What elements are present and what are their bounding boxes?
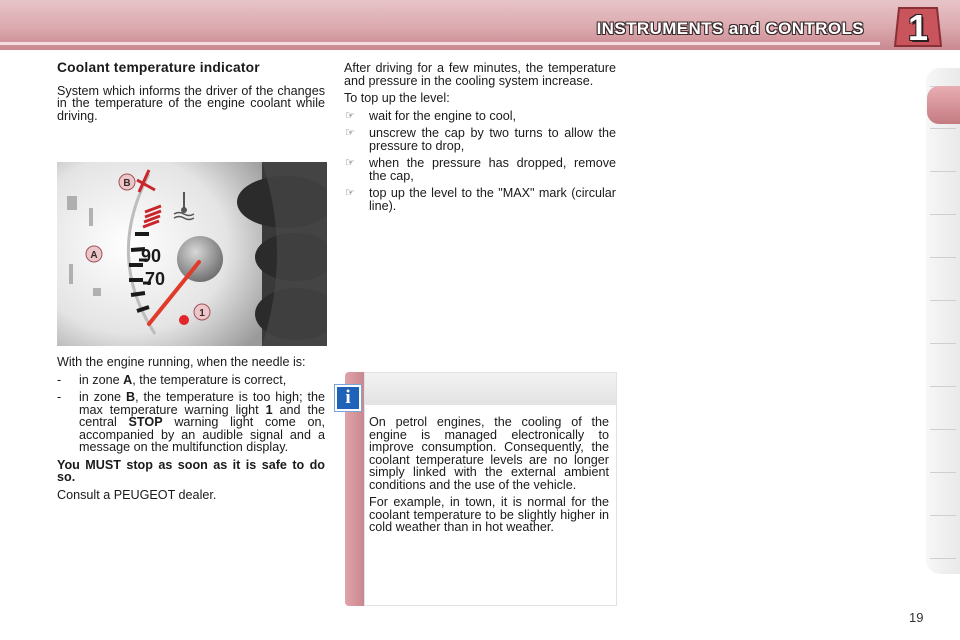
gauge-label-1: 1	[199, 308, 205, 319]
gauge-label-b: B	[123, 178, 131, 189]
left-column-bottom	[57, 356, 325, 506]
item-text: and the central	[79, 402, 325, 429]
tab-divider	[930, 214, 956, 215]
info-header	[365, 373, 616, 405]
gauge-mark-70: 70	[145, 269, 166, 289]
left-column-top	[57, 62, 325, 122]
tab-divider	[930, 386, 956, 387]
stop-label: STOP	[128, 415, 163, 429]
zone-b-item	[57, 391, 325, 454]
tab-divider	[930, 257, 956, 258]
item-text: , the temperature is correct,	[132, 372, 287, 387]
info-paragraph: For example, in town, it is normal for the coolant temperature to be slightly higher in cold weather than in hot weather.	[369, 495, 609, 534]
item-text: , the temperature is too high; the max temperature warning light	[79, 390, 326, 417]
item-text: in zone	[79, 390, 126, 404]
zone-b-label: B	[125, 390, 136, 404]
step-text: wait for the engine to cool,	[369, 108, 517, 123]
info-paragraph: On petrol engines, the cooling of the engine is managed electronically to improve consumption. Consequently, the coolant temperature levels are no longer simply linked with the external ambient conditions and the use of the vehicle.	[369, 415, 609, 492]
chapter-badge	[893, 6, 943, 48]
page-number: 19	[909, 610, 924, 625]
warning-light-number: 1	[265, 402, 273, 417]
max-temperature-warning-light-icon	[179, 315, 189, 325]
step-text: top up the level to the "MAX" mark (circular line).	[369, 186, 616, 213]
info-box	[345, 372, 615, 606]
item-text: in zone	[79, 372, 124, 387]
gauge-label-a: A	[90, 250, 98, 261]
header-divider	[0, 42, 880, 45]
top-up-step	[344, 110, 616, 123]
tab-divider	[930, 300, 956, 301]
tab-divider	[930, 472, 956, 473]
tab-divider	[930, 558, 956, 559]
needle-intro: With the engine running, when the needle is:	[57, 355, 306, 369]
right-column	[344, 62, 616, 217]
coolant-gauge-figure	[57, 162, 327, 346]
pointing-hand-icon: ☞	[345, 187, 355, 199]
stop-warning: You MUST stop as soon as it is safe to do so.	[57, 457, 325, 484]
pointing-hand-icon: ☞	[345, 157, 355, 169]
top-up-label: To top up the level:	[344, 91, 450, 105]
top-up-step	[344, 157, 616, 182]
info-text	[369, 416, 609, 539]
tab-divider	[930, 343, 956, 344]
chapter-title: INSTRUMENTS and CONTROLS	[596, 19, 864, 38]
item-text: warning light come on, accompanied by an audible signal and a message on the multifunction display.	[79, 415, 325, 454]
page-header	[0, 0, 960, 50]
info-icon: i	[335, 385, 361, 411]
tab-divider	[930, 515, 956, 516]
section-title: Coolant temperature indicator	[57, 60, 260, 75]
zone-a-label: A	[123, 372, 133, 387]
zone-a-item	[57, 374, 325, 387]
pointing-hand-icon: ☞	[345, 109, 355, 122]
right-intro: After driving for a few minutes, the temperature and pressure in the cooling system increase.	[344, 61, 616, 88]
intro-paragraph: System which informs the driver of the changes in the temperature of the engine coolant while driving.	[57, 83, 325, 123]
chapter-tab-active[interactable]	[927, 86, 960, 124]
gauge-mark-90: 90	[141, 246, 162, 266]
chapter-number: 1	[907, 7, 929, 48]
step-text: unscrew the cap by two turns to allow the pressure to drop,	[369, 126, 616, 153]
step-text: when the pressure has dropped, remove the cap,	[369, 156, 616, 183]
tab-divider	[930, 429, 956, 430]
list-dash: -	[57, 372, 62, 387]
list-dash: -	[57, 390, 62, 404]
top-up-step	[344, 187, 616, 212]
chapter-tab-strip	[926, 68, 960, 574]
pointing-hand-icon: ☞	[345, 127, 355, 139]
consult-dealer: Consult a PEUGEOT dealer.	[57, 487, 217, 502]
top-up-step	[344, 127, 616, 152]
tab-divider	[930, 128, 956, 129]
coolant-gauge-illustration	[57, 162, 327, 346]
tab-divider	[930, 171, 956, 172]
